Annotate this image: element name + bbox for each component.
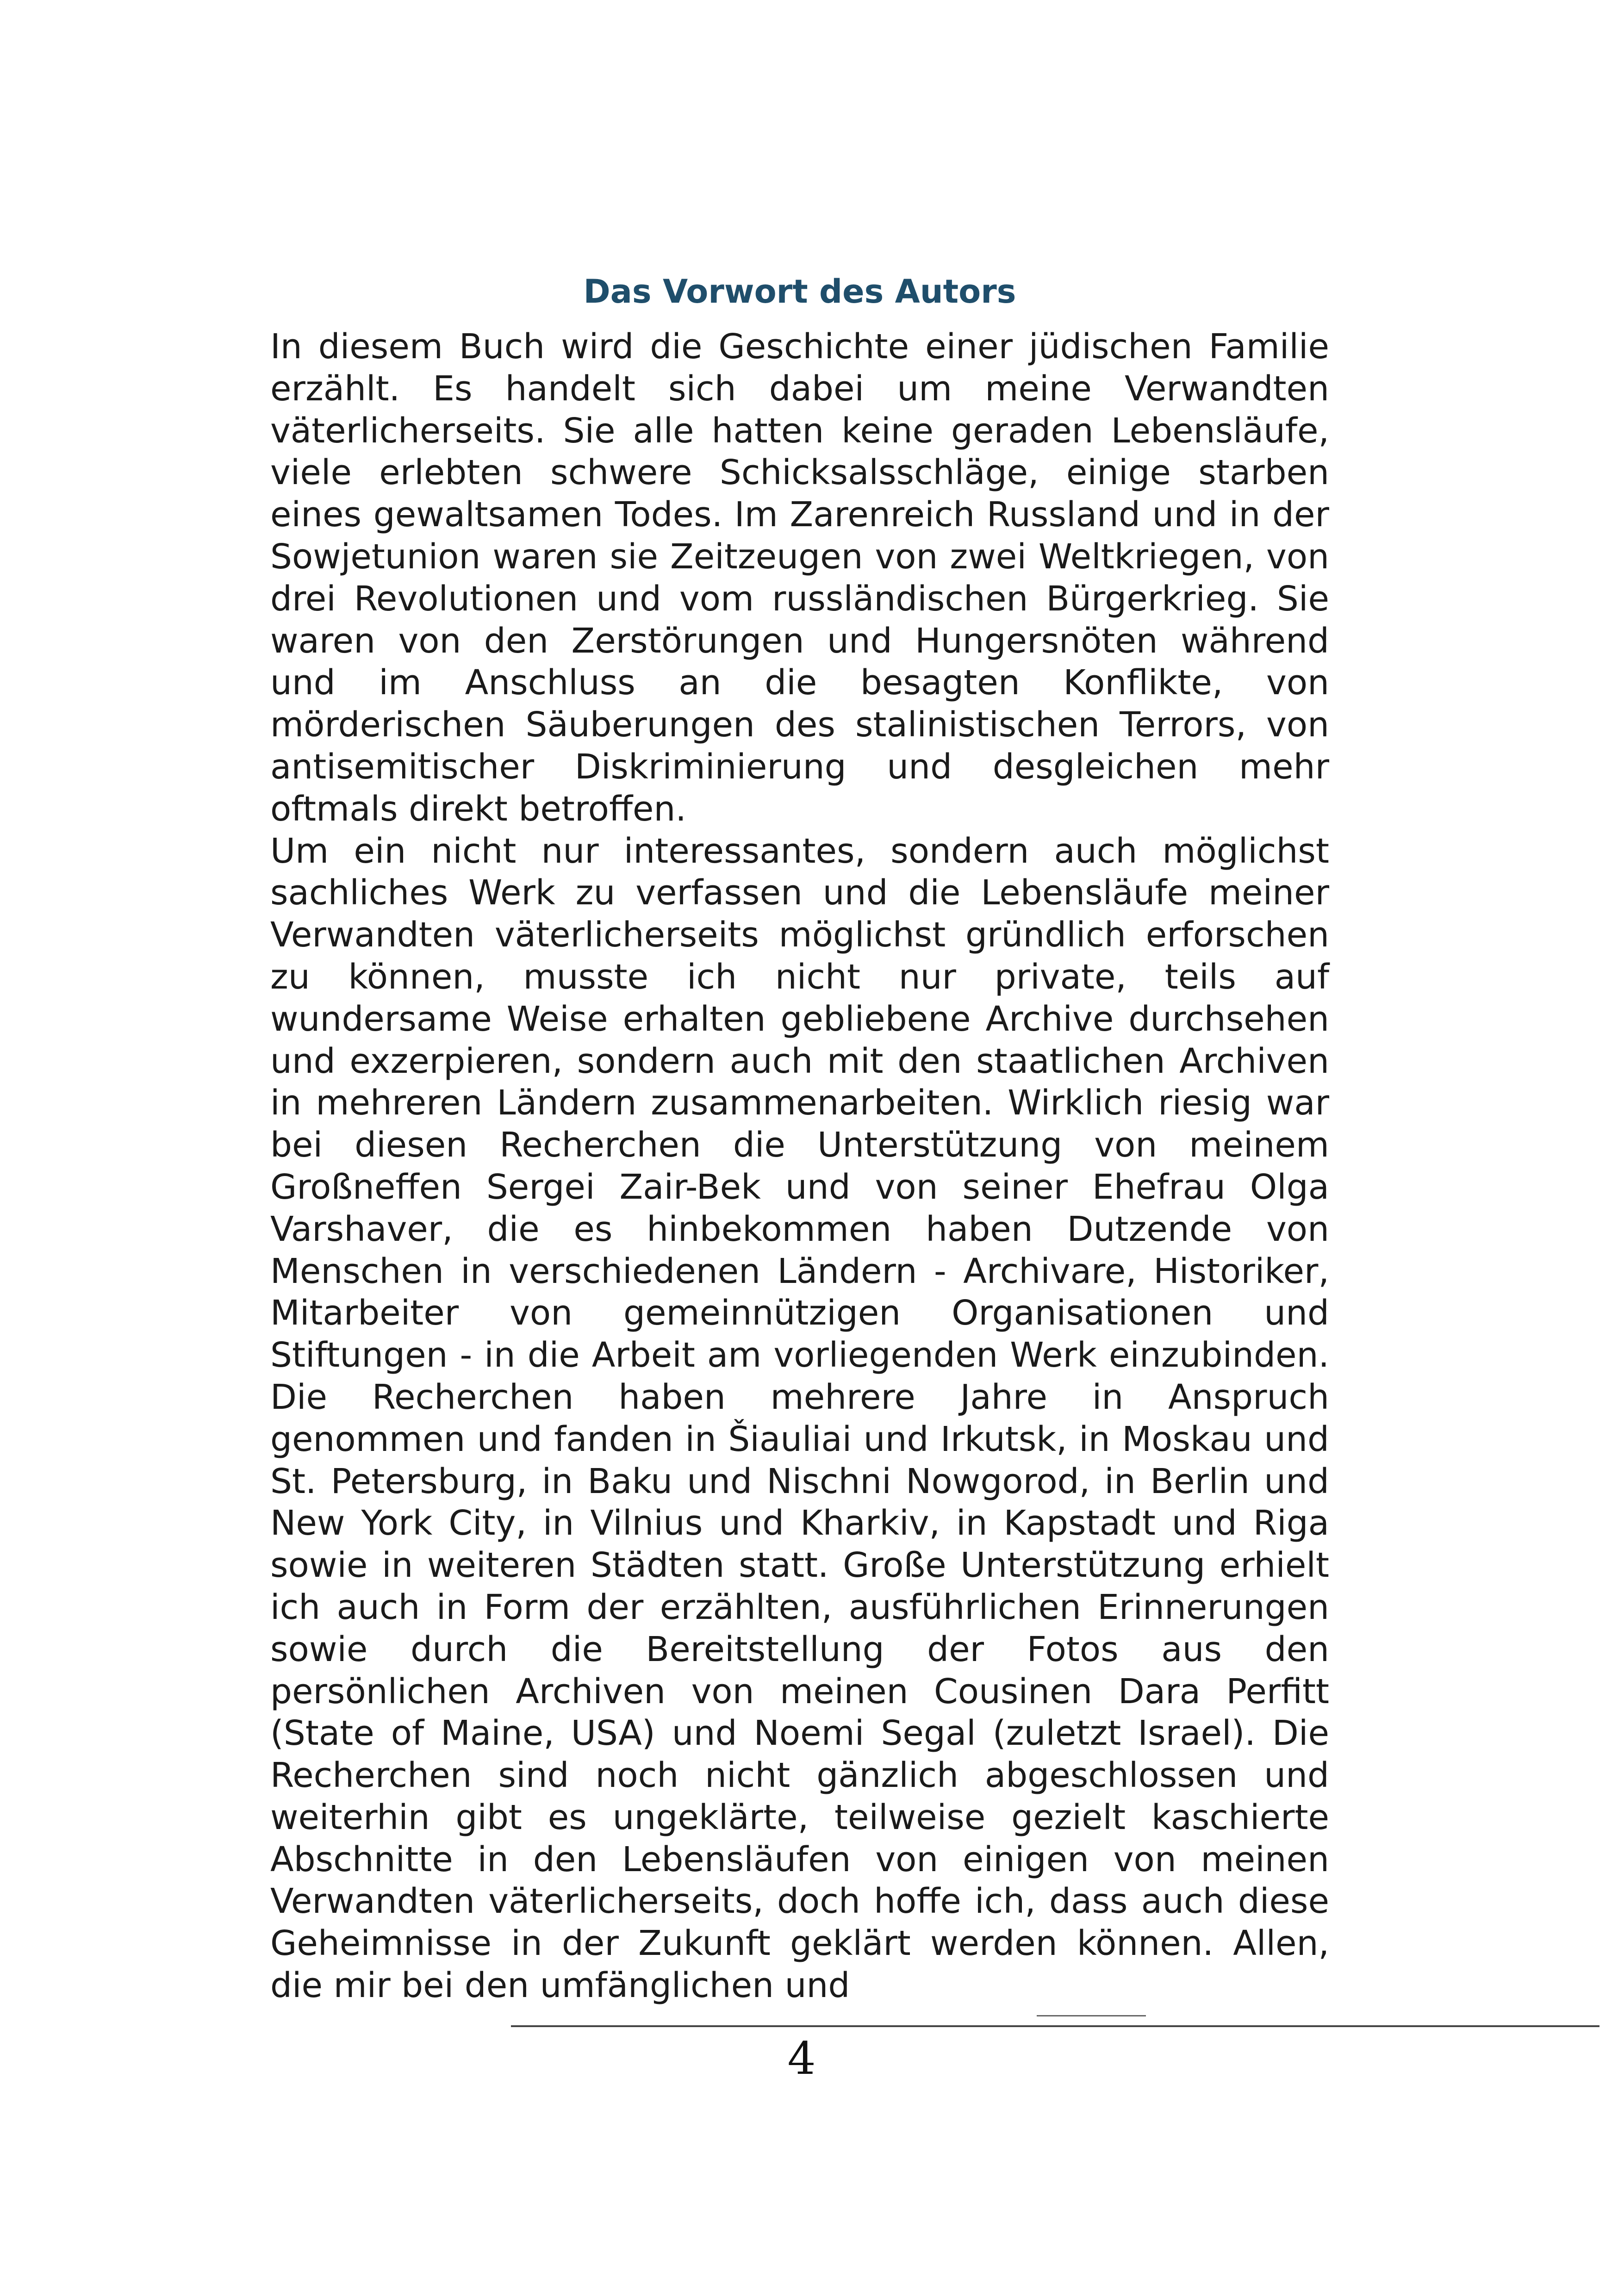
body-text (270, 326, 1329, 2007)
paragraph: In diesem Buch wird die Geschichte einer jüdischen Familie erzählt. Es handelt sich dabei um meine Verwandten väterlicherseits. Sie alle hatten keine geraden Lebensläufe, viele erlebten schwere Schicksalsschläge, einige starben eines gewaltsamen Todes. Im Zarenreich Russland und in der Sowjetunion waren sie Zeitzeugen von zwei Weltkriegen, von drei Revolutionen und vom russländischen Bürgerkrieg. Sie waren von den Zerstörungen und Hungersnöten während und im Anschluss an die besagten Konflikte, von mörderischen Säuberungen des stalinistischen Terrors, von antisemitischer Diskriminierung und desgleichen mehr oftmals direkt betroffen. (270, 327, 1329, 829)
footer-divider-short (1037, 2015, 1146, 2016)
page-number: 4 (787, 2033, 816, 2084)
footer-divider (511, 2025, 1599, 2027)
page-title: Das Vorwort des Autors (583, 273, 1016, 311)
paragraph: Um ein nicht nur interessantes, sondern auch möglichst sachliches Werk zu verfassen und die Lebensläufe meiner Verwandten väterlicherseits möglichst gründlich erforschen zu können, musste ich nicht nur private, teils auf wundersame Weise erhalten gebliebene Archive durchsehen und exzerpieren, sondern auch mit den staatlichen Archiven in mehreren Ländern zusammenarbeiten. Wirklich riesig war bei diesen Recherchen die Unterstützung von meinem Großneffen Sergei Zair-Bek und von seiner Ehefrau Olga Varshaver, die es hinbekommen haben Dutzende von Menschen in verschiedenen Ländern - Archivare, Historiker, Mitarbeiter von gemeinnützigen Organisationen und Stiftungen - in die Arbeit am vorliegenden Werk einzubinden. Die Recherchen haben mehrere Jahre in Anspruch genommen und fanden in Šiauliai und Irkutsk, in Moskau und St. Petersburg, in Baku und Nischni Nowgorod, in Berlin und New York City, in Vilnius und Kharkiv, in Kapstadt und Riga sowie in weiteren Städten statt. Große Unterstützung erhielt ich auch in Form der erzählten, ausführlichen Erinnerungen sowie durch die Bereitstellung der Fotos aus den persönlichen Archiven von meinen Cousinen Dara Perfitt (State of Maine, USA) und Noemi Segal (zuletzt Israel). Die Recherchen sind noch nicht gänzlich abgeschlossen und weiterhin gibt es ungeklärte, teilweise gezielt kaschierte Abschnitte in den Lebensläufen von einigen von meinen Verwandten väterlicherseits, doch hoffe ich, dass auch diese Geheimnisse in der Zukunft geklärt werden können. Allen, die mir bei den umfänglichen und (270, 831, 1329, 2006)
